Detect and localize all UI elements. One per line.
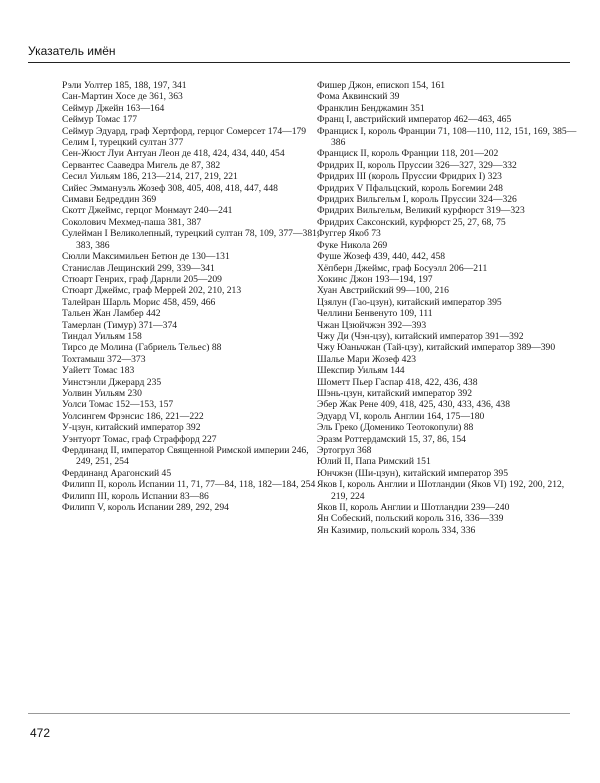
footer-rule bbox=[28, 713, 570, 714]
running-header: Указатель имён bbox=[28, 44, 116, 58]
index-entry: Стюарт Генрих, граф Дарнли 205—209 bbox=[62, 273, 222, 285]
index-entry: Тирсо де Молина (Габриель Тельес) 88 bbox=[62, 342, 222, 354]
index-entry: Шалье Мари Жозеф 423 bbox=[317, 353, 417, 365]
index-entry: Эртогрул 368 bbox=[317, 445, 372, 456]
index-entry: Сервантес Сааведра Мигель де 87, 382 bbox=[62, 159, 221, 171]
index-entry: Фердинанд II, император Священной Римской империи 246, 249, 251, 254 bbox=[62, 445, 309, 468]
index-entry: Тальен Жан Ламбер 442 bbox=[62, 308, 161, 320]
index-entry: Уайетт Томас 183 bbox=[62, 365, 135, 377]
index-entry: Фридрих V Пфальцский, король Богемии 248 bbox=[317, 182, 503, 194]
index-entry: Селим I, турецкий султан 377 bbox=[62, 137, 184, 149]
index-entry: Чжу Юаньчжан (Тай-цзу), китайский император 389—390 bbox=[317, 342, 556, 354]
index-entry: Тиндал Уильям 158 bbox=[62, 330, 142, 342]
index-entry: Ян Казимир, польский король 334, 336 bbox=[317, 524, 476, 536]
index-entry: Яков II, король Англии и Шотландии 239—240 bbox=[317, 502, 510, 514]
index-entry: Шекспир Уильям 144 bbox=[317, 365, 405, 377]
index-entry: Сийес Эммануэль Жозеф 308, 405, 408, 418, 447, 448 bbox=[62, 182, 278, 194]
index-entry: Филипп III, король Испании 83—86 bbox=[62, 490, 209, 502]
index-entry: Франциск I, король Франции 71, 108—110, 112, 151, 169, 385—386 bbox=[317, 125, 577, 149]
index-entry: Франциск II, король Франции 118, 201—202 bbox=[317, 148, 499, 160]
index-entry: Фридрих II, король Пруссии 326—327, 329—332 bbox=[317, 159, 517, 171]
index-entry: Хуан Австрийский 99—100, 216 bbox=[317, 285, 449, 297]
index-entry: Эбер Жак Рене 409, 418, 425, 430, 433, 436, 438 bbox=[317, 399, 510, 411]
index-entry: Тохтамыш 372—373 bbox=[62, 353, 146, 365]
index-entry: Филипп II, король Испании 11, 71, 77—84, 118, 182—184, 254 bbox=[62, 479, 316, 491]
index-entry: Сеймур Эдуард, граф Хертфорд, герцог Сомерсет 174—179 bbox=[62, 125, 307, 137]
index-entry: Цзялун (Гао-цзун), китайский император 395 bbox=[317, 296, 502, 308]
index-entry: Шэнь-цзун, китайский император 392 bbox=[317, 387, 473, 399]
index-entry: Фридрих Вильгельм, Великий курфюрст 319—323 bbox=[317, 205, 525, 217]
index-entry: Талейран Шарль Морис 458, 459, 466 bbox=[62, 296, 216, 308]
index-entry: Станислав Лещинский 299, 339—341 bbox=[62, 262, 215, 274]
index-entry: Фишер Джон, епископ 154, 161 bbox=[317, 80, 446, 91]
index-entry: Фуггер Якоб 73 bbox=[317, 228, 381, 240]
index-entry: Эль Греко (Доменико Теотокопули) 88 bbox=[317, 422, 474, 434]
index-entry: Франц I, австрийский император 462—463, 465 bbox=[317, 114, 512, 126]
index-entry: Сюлли Максимильен Бетюн де 130—131 bbox=[62, 251, 230, 263]
index-entry: Хокинс Джон 193—194, 197 bbox=[317, 273, 433, 285]
index-entry: Фома Аквинский 39 bbox=[317, 91, 400, 103]
index-entry: Филипп V, король Испании 289, 292, 294 bbox=[62, 502, 229, 514]
index-column-right bbox=[317, 80, 579, 536]
index-entry: Хёпберн Джеймс, граф Босуэлл 206—211 bbox=[317, 262, 488, 274]
index-entry: Фридрих III (король Пруссии Фридрих I) 323 bbox=[317, 171, 502, 183]
page-number: 472 bbox=[30, 726, 51, 740]
index-entry: Сулейман I Великолепный, турецкий султан 78, 109, 377—381, 383, 386 bbox=[62, 228, 320, 251]
index-entry: Сеймур Джейн 163—164 bbox=[62, 102, 165, 114]
index-entry: Уолвин Уильям 230 bbox=[62, 387, 142, 399]
index-entry: Эдуард VI, король Англии 164, 175—180 bbox=[317, 410, 485, 422]
index-entry: Чжан Цзюйчжэн 392—393 bbox=[317, 319, 427, 331]
index-entry: Ян Собеский, польский король 316, 336—339 bbox=[317, 513, 504, 525]
index-column-left bbox=[62, 80, 324, 513]
index-entry: Стюарт Джеймс, граф Меррей 202, 210, 213 bbox=[62, 285, 242, 297]
index-entry: Челлини Бенвенуто 109, 111 bbox=[317, 308, 433, 320]
index-entry: Фридрих Вильгельм I, король Пруссии 324—326 bbox=[317, 194, 517, 206]
header-rule bbox=[28, 62, 570, 63]
index-entry: Симави Бедреддин 369 bbox=[62, 194, 157, 206]
index-entry: Юнчжэн (Ши-цзун), китайский император 395 bbox=[317, 467, 508, 479]
index-entry: Юлий II, Папа Римский 151 bbox=[317, 456, 431, 468]
index-entry: Яков I, король Англии и Шотландии (Яков VI) 192, 200, 212, 219, 224 bbox=[317, 479, 565, 502]
index-entry: Соколович Мехмед-паша 381, 387 bbox=[62, 216, 202, 228]
index-entry: Чжу Ди (Чэн-цзу), китайский император 391—392 bbox=[317, 330, 524, 342]
index-entry: Рэли Уолтер 185, 188, 197, 341 bbox=[62, 80, 187, 91]
index-entry: Сеймур Томас 177 bbox=[62, 114, 138, 126]
index-entry: Уэнтуорт Томас, граф Страффорд 227 bbox=[62, 433, 217, 445]
index-entry: Фридрих Саксонский, курфюрст 25, 27, 68, 75 bbox=[317, 216, 506, 228]
index-entry: Сесил Уильям 186, 213—214, 217, 219, 221 bbox=[62, 171, 238, 183]
index-entry: Тамерлан (Тимур) 371—374 bbox=[62, 319, 178, 331]
index-entry: Уолсингем Фрэнсис 186, 221—222 bbox=[62, 410, 204, 422]
index-entry: Скотт Джеймс, герцог Монмаут 240—241 bbox=[62, 205, 233, 217]
index-entry: Эразм Роттердамский 15, 37, 86, 154 bbox=[317, 433, 466, 445]
index-entry: Уолси Томас 152—153, 157 bbox=[62, 399, 174, 411]
index-entry: Сан-Мартин Хосе де 361, 363 bbox=[62, 91, 183, 103]
index-entry: Фуке Никола 269 bbox=[317, 239, 388, 251]
index-entry: Сен-Жюст Луи Антуан Леон де 418, 424, 434, 440, 454 bbox=[62, 148, 285, 160]
index-entry: У-цзун, китайский император 392 bbox=[62, 422, 201, 434]
index-entry: Уинстэнли Джерард 235 bbox=[62, 376, 162, 388]
index-entry: Фердинанд Арагонский 45 bbox=[62, 467, 172, 479]
index-entry: Франклин Бенджамин 351 bbox=[317, 102, 425, 114]
index-entry: Шометт Пьер Гаспар 418, 422, 436, 438 bbox=[317, 376, 478, 388]
index-entry: Фуше Жозеф 439, 440, 442, 458 bbox=[317, 251, 446, 263]
